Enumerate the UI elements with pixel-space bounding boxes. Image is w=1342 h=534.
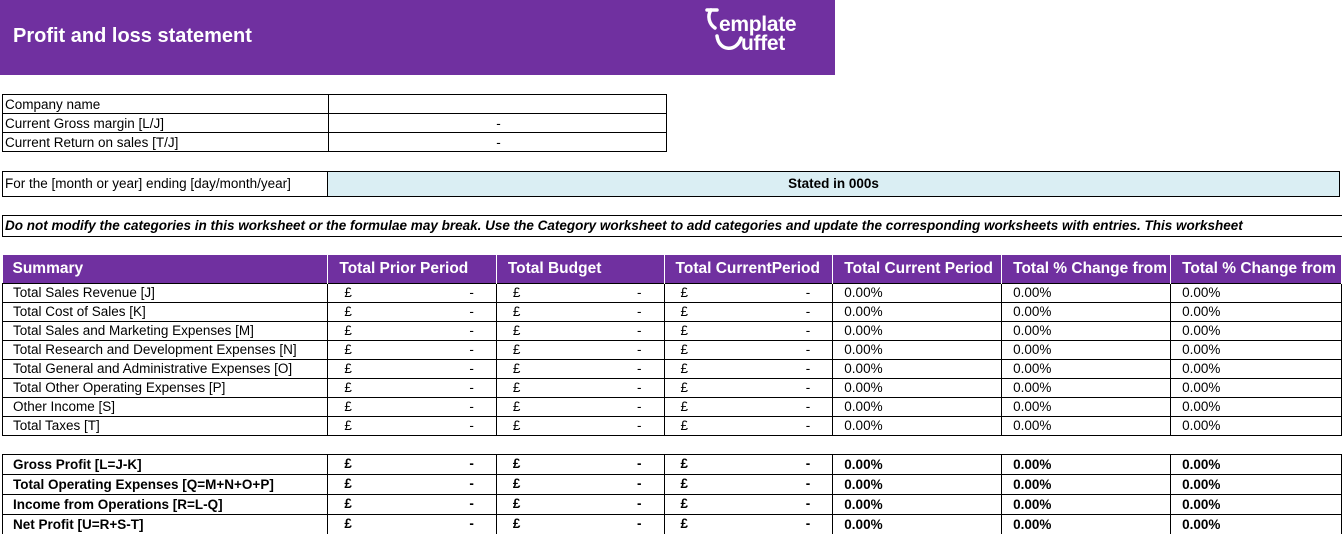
currency-symbol: £ xyxy=(512,475,521,491)
currency-symbol: £ xyxy=(512,360,521,376)
currency-value: - xyxy=(637,303,642,319)
header-budget[interactable]: Total Budget xyxy=(496,255,664,283)
currency-value: - xyxy=(637,398,642,414)
empty-cell[interactable] xyxy=(1002,435,1171,454)
row-label[interactable]: Total Operating Expenses [Q=M+N+O+P] xyxy=(3,474,328,494)
currency-value: - xyxy=(637,284,642,300)
row-label[interactable]: Income from Operations [R=L-Q] xyxy=(3,494,328,514)
currency-value: - xyxy=(637,475,642,491)
currency-cell[interactable] xyxy=(496,514,664,534)
currency-symbol: £ xyxy=(680,284,689,300)
currency-cell[interactable] xyxy=(664,416,833,435)
stated-in-label[interactable]: Stated in 000s xyxy=(328,171,1340,197)
row-label[interactable]: Other Income [S] xyxy=(3,397,328,416)
table-row xyxy=(3,454,1342,474)
currency-cell[interactable] xyxy=(496,378,664,397)
currency-value: - xyxy=(469,360,474,376)
empty-cell[interactable] xyxy=(496,435,664,454)
currency-symbol: £ xyxy=(680,417,689,433)
currency-value: - xyxy=(469,284,474,300)
company-info-table xyxy=(2,94,667,152)
currency-cell[interactable] xyxy=(664,359,833,378)
table-row xyxy=(3,283,1342,302)
percent-cell[interactable]: 0.00% xyxy=(1002,340,1171,359)
currency-cell[interactable] xyxy=(496,494,664,514)
currency-cell[interactable] xyxy=(664,321,833,340)
currency-value: - xyxy=(469,455,474,471)
period-row xyxy=(2,171,1340,197)
currency-value: - xyxy=(469,515,474,531)
percent-cell[interactable]: 0.00% xyxy=(1002,302,1171,321)
currency-symbol: £ xyxy=(344,303,352,319)
logo-text-line1: emplate xyxy=(719,13,797,36)
currency-cell[interactable] xyxy=(328,283,496,302)
currency-symbol: £ xyxy=(344,284,352,300)
currency-symbol: £ xyxy=(344,475,352,491)
currency-value: - xyxy=(469,341,474,357)
currency-cell[interactable] xyxy=(664,340,833,359)
percent-cell[interactable]: 0.00% xyxy=(1171,302,1342,321)
currency-cell[interactable] xyxy=(328,321,496,340)
currency-value: - xyxy=(805,417,811,433)
percent-cell[interactable]: 0.00% xyxy=(1171,494,1342,514)
currency-symbol: £ xyxy=(344,360,352,376)
currency-symbol: £ xyxy=(680,455,689,471)
company-name-input[interactable] xyxy=(329,95,667,114)
currency-cell[interactable] xyxy=(328,454,496,474)
currency-cell[interactable] xyxy=(664,514,833,534)
currency-value: - xyxy=(637,495,642,511)
currency-value: - xyxy=(469,417,474,433)
table-row xyxy=(3,416,1342,435)
currency-cell[interactable] xyxy=(496,454,664,474)
row-label[interactable]: Total Cost of Sales [K] xyxy=(3,302,328,321)
percent-cell[interactable]: 0.00% xyxy=(833,397,1002,416)
percent-cell[interactable]: 0.00% xyxy=(1002,283,1171,302)
currency-symbol: £ xyxy=(680,398,689,414)
currency-symbol: £ xyxy=(680,322,689,338)
currency-cell[interactable] xyxy=(496,359,664,378)
currency-value: - xyxy=(637,360,642,376)
header-current-period[interactable]: Total CurrentPeriod xyxy=(664,255,833,283)
percent-cell[interactable]: 0.00% xyxy=(833,416,1002,435)
currency-value: - xyxy=(637,379,642,395)
currency-cell[interactable] xyxy=(328,474,496,494)
percent-cell[interactable]: 0.00% xyxy=(833,283,1002,302)
logo-text-line2: uffet xyxy=(741,32,785,55)
currency-cell[interactable] xyxy=(328,514,496,534)
empty-cell[interactable] xyxy=(664,435,833,454)
currency-cell[interactable] xyxy=(664,494,833,514)
currency-value: - xyxy=(469,495,474,511)
currency-symbol: £ xyxy=(344,495,352,511)
currency-cell[interactable] xyxy=(328,378,496,397)
currency-symbol: £ xyxy=(512,495,521,511)
percent-cell[interactable]: 0.00% xyxy=(1171,454,1342,474)
currency-symbol: £ xyxy=(680,303,689,319)
row-label[interactable]: Total Taxes [T] xyxy=(3,416,328,435)
percent-cell[interactable]: 0.00% xyxy=(833,494,1002,514)
percent-cell[interactable]: 0.00% xyxy=(833,378,1002,397)
table-row xyxy=(3,378,1342,397)
currency-symbol: £ xyxy=(512,379,521,395)
currency-value: - xyxy=(637,515,642,531)
currency-symbol: £ xyxy=(344,515,352,531)
currency-cell[interactable] xyxy=(664,283,833,302)
percent-cell[interactable]: 0.00% xyxy=(1171,340,1342,359)
currency-value: - xyxy=(469,303,474,319)
row-label[interactable]: Total Sales and Marketing Expenses [M] xyxy=(3,321,328,340)
currency-value: - xyxy=(805,455,811,471)
currency-value: - xyxy=(469,322,474,338)
percent-cell[interactable]: 0.00% xyxy=(1171,416,1342,435)
percent-cell[interactable]: 0.00% xyxy=(833,340,1002,359)
header-change-from-2[interactable]: Total % Change from xyxy=(1171,255,1342,283)
percent-cell[interactable]: 0.00% xyxy=(1002,514,1171,534)
percent-cell[interactable]: 0.00% xyxy=(833,359,1002,378)
summary-header-row xyxy=(3,255,1342,283)
currency-value: - xyxy=(805,322,811,338)
currency-cell[interactable] xyxy=(328,494,496,514)
return-on-sales-value[interactable]: - xyxy=(329,133,667,152)
return-on-sales-label: Current Return on sales [T/J] xyxy=(3,133,329,152)
currency-symbol: £ xyxy=(680,379,689,395)
return-on-sales-row xyxy=(3,133,667,152)
currency-cell[interactable] xyxy=(496,321,664,340)
percent-cell[interactable]: 0.00% xyxy=(1002,359,1171,378)
empty-cell[interactable] xyxy=(1171,435,1342,454)
currency-cell[interactable] xyxy=(664,378,833,397)
currency-value: - xyxy=(637,455,642,471)
currency-symbol: £ xyxy=(680,515,689,531)
gross-margin-row xyxy=(3,114,667,133)
header-summary[interactable]: Summary xyxy=(3,255,328,283)
currency-symbol: £ xyxy=(512,515,521,531)
currency-value: - xyxy=(637,341,642,357)
currency-cell[interactable] xyxy=(496,397,664,416)
currency-cell[interactable] xyxy=(328,416,496,435)
percent-cell[interactable]: 0.00% xyxy=(1171,474,1342,494)
currency-symbol: £ xyxy=(512,398,521,414)
currency-value: - xyxy=(805,495,811,511)
percent-cell[interactable]: 0.00% xyxy=(1171,378,1342,397)
percent-cell[interactable]: 0.00% xyxy=(1002,454,1171,474)
currency-cell[interactable] xyxy=(496,340,664,359)
currency-value: - xyxy=(469,379,474,395)
period-label[interactable]: For the [month or year] ending [day/month/year] xyxy=(2,171,328,197)
table-row xyxy=(3,359,1342,378)
currency-symbol: £ xyxy=(512,322,521,338)
currency-symbol: £ xyxy=(512,417,521,433)
row-label[interactable]: Total General and Administrative Expenses [O] xyxy=(3,359,328,378)
row-label[interactable]: Gross Profit [L=J-K] xyxy=(3,454,328,474)
row-label[interactable]: Total Sales Revenue [J] xyxy=(3,283,328,302)
percent-cell[interactable]: 0.00% xyxy=(1002,397,1171,416)
percent-cell[interactable]: 0.00% xyxy=(1171,359,1342,378)
table-row xyxy=(3,302,1342,321)
table-row xyxy=(3,474,1342,494)
currency-cell[interactable] xyxy=(664,474,833,494)
header-banner xyxy=(0,0,835,75)
currency-symbol: £ xyxy=(344,417,352,433)
currency-value: - xyxy=(805,379,811,395)
company-name-row xyxy=(3,95,667,114)
row-label[interactable]: Total Research and Development Expenses [N] xyxy=(3,340,328,359)
row-label[interactable]: Net Profit [U=R+S-T] xyxy=(3,514,328,534)
currency-value: - xyxy=(637,322,642,338)
percent-cell[interactable]: 0.00% xyxy=(1171,514,1342,534)
currency-cell[interactable] xyxy=(328,397,496,416)
percent-cell[interactable]: 0.00% xyxy=(1002,494,1171,514)
currency-value: - xyxy=(805,341,811,357)
percent-cell[interactable]: 0.00% xyxy=(833,474,1002,494)
spacer-row xyxy=(3,435,1342,454)
currency-symbol: £ xyxy=(512,341,521,357)
percent-cell[interactable]: 0.00% xyxy=(833,454,1002,474)
percent-cell[interactable]: 0.00% xyxy=(1002,416,1171,435)
table-row xyxy=(3,494,1342,514)
currency-value: - xyxy=(469,398,474,414)
page-title: Profit and loss statement xyxy=(13,25,252,47)
currency-symbol: £ xyxy=(680,495,689,511)
currency-value: - xyxy=(805,284,811,300)
header-prior-period[interactable]: Total Prior Period xyxy=(328,255,496,283)
percent-cell[interactable]: 0.00% xyxy=(1002,321,1171,340)
currency-cell[interactable] xyxy=(496,416,664,435)
currency-symbol: £ xyxy=(512,455,521,471)
currency-value: - xyxy=(805,475,811,491)
table-row xyxy=(3,514,1342,534)
currency-symbol: £ xyxy=(512,284,521,300)
percent-cell[interactable]: 0.00% xyxy=(1002,474,1171,494)
currency-value: - xyxy=(805,398,811,414)
currency-cell[interactable] xyxy=(328,302,496,321)
percent-cell[interactable]: 0.00% xyxy=(1002,378,1171,397)
percent-cell[interactable]: 0.00% xyxy=(1171,283,1342,302)
currency-value: - xyxy=(805,303,811,319)
percent-cell[interactable]: 0.00% xyxy=(833,321,1002,340)
currency-cell[interactable] xyxy=(664,302,833,321)
currency-symbol: £ xyxy=(344,379,352,395)
percent-cell[interactable]: 0.00% xyxy=(1171,397,1342,416)
currency-symbol: £ xyxy=(344,341,352,357)
company-name-label: Company name xyxy=(3,95,329,114)
currency-cell[interactable] xyxy=(328,340,496,359)
currency-symbol: £ xyxy=(344,322,352,338)
currency-symbol: £ xyxy=(680,475,689,491)
currency-cell[interactable] xyxy=(664,397,833,416)
currency-cell[interactable] xyxy=(496,474,664,494)
gross-margin-label: Current Gross margin [L/J] xyxy=(3,114,329,133)
currency-value: - xyxy=(637,417,642,433)
header-current-period-2[interactable]: Total Current Period xyxy=(833,255,1002,283)
warning-notice[interactable]: Do not modify the categories in this worksheet or the formulae may break. Use the Category worksheet to add categories and update the corresponding worksheets with entries. This worksheet xyxy=(2,215,1342,237)
currency-cell[interactable] xyxy=(496,302,664,321)
currency-value: - xyxy=(805,360,811,376)
table-row xyxy=(3,340,1342,359)
currency-cell[interactable] xyxy=(328,359,496,378)
template-buffet-logo xyxy=(705,6,830,58)
currency-value: - xyxy=(469,475,474,491)
summary-table xyxy=(2,255,1342,534)
currency-symbol: £ xyxy=(512,303,521,319)
currency-symbol: £ xyxy=(680,341,689,357)
currency-cell[interactable] xyxy=(664,454,833,474)
row-label[interactable]: Total Other Operating Expenses [P] xyxy=(3,378,328,397)
percent-cell[interactable]: 0.00% xyxy=(833,302,1002,321)
empty-cell[interactable] xyxy=(328,435,496,454)
currency-cell[interactable] xyxy=(496,283,664,302)
percent-cell[interactable]: 0.00% xyxy=(1171,321,1342,340)
table-row xyxy=(3,321,1342,340)
empty-cell[interactable] xyxy=(3,435,328,454)
table-row xyxy=(3,397,1342,416)
currency-symbol: £ xyxy=(344,455,352,471)
currency-value: - xyxy=(805,515,811,531)
header-change-from-1[interactable]: Total % Change from xyxy=(1002,255,1171,283)
empty-cell[interactable] xyxy=(833,435,1002,454)
percent-cell[interactable]: 0.00% xyxy=(833,514,1002,534)
currency-symbol: £ xyxy=(344,398,352,414)
gross-margin-value[interactable]: - xyxy=(329,114,667,133)
currency-symbol: £ xyxy=(680,360,689,376)
